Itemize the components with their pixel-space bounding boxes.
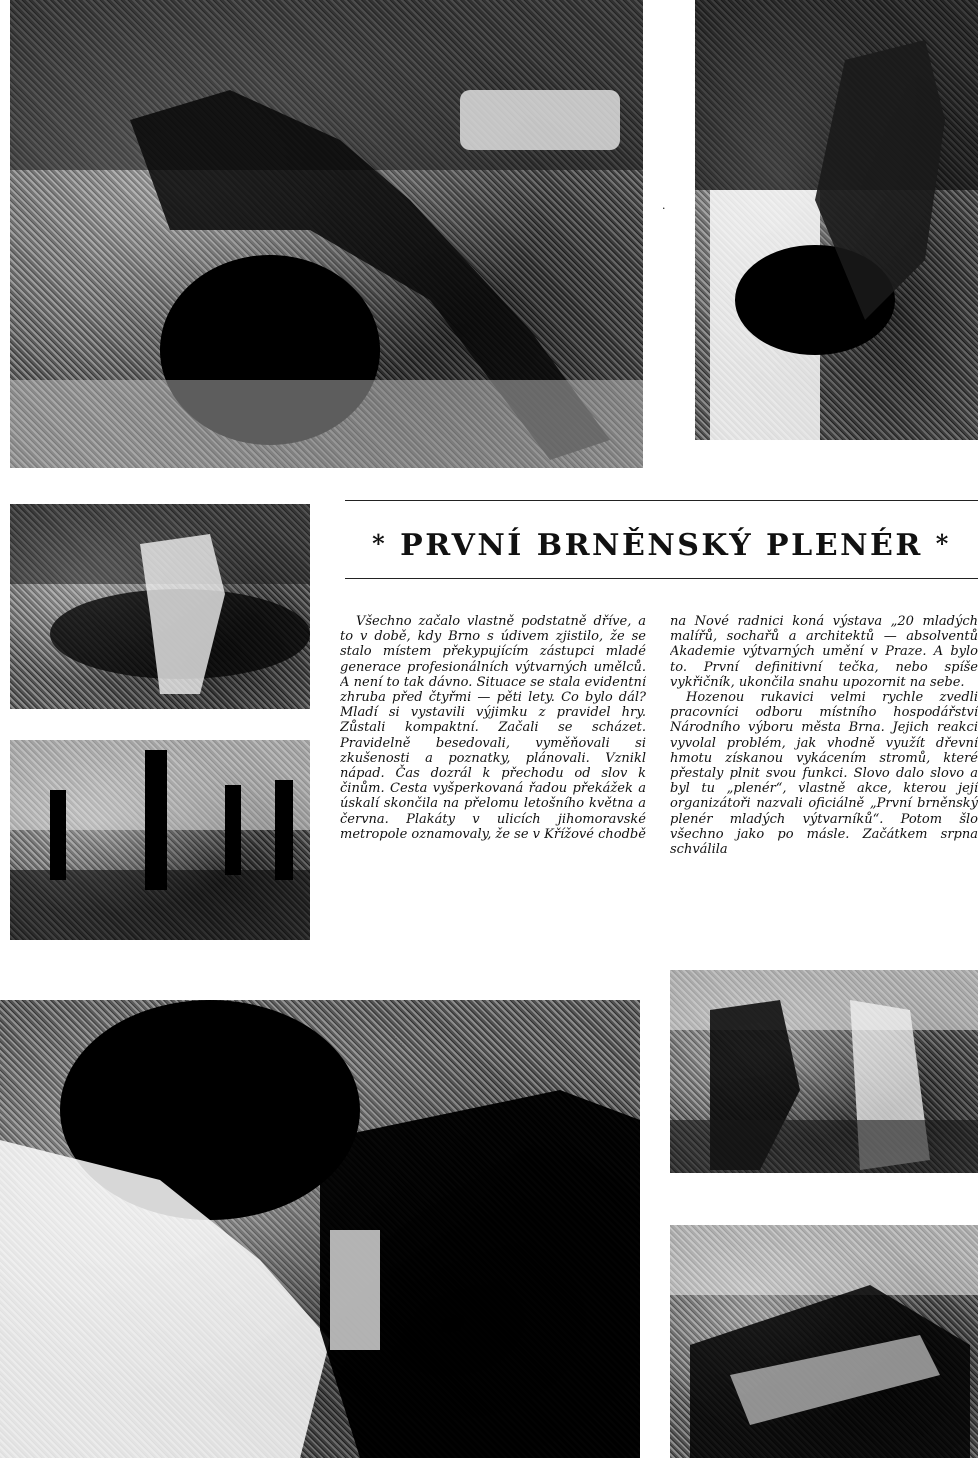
photo-men-rolling-log <box>10 0 643 468</box>
headline-rule-bottom <box>345 578 978 579</box>
star-ornament-icon: * <box>372 529 388 558</box>
photo-man-carving-wood <box>695 0 978 440</box>
article-column-2 <box>670 614 978 954</box>
photo-wood-sculpture-work <box>670 1225 978 1458</box>
article-paragraph: Hozenou rukavici velmi rychle zvedli pracovníci odboru místního hospodářství Národního výboru města Brna. Jejich reakci vyvolal problém, jak vhodně využít dřevní hmotu získanou vykácením stromů, které přestaly plnit svou funkci. Slovo dalo slovo a byl tu „plenér“, vlastně akce, kterou její organizátoři nazvali oficiálně „První brněnský plenér mladých výtvarníků“. Potom šlo všechno jako po másle. Začátkem srpna schválila <box>670 690 978 858</box>
photo-carving-workshop-icon <box>670 970 978 1173</box>
print-speck: · <box>662 202 666 215</box>
article-paragraph: Všechno začalo vlastně podstatně dříve, a to v době, kdy Brno s údivem zjistilo, že se stalo místem překypujícím zástupci mladé generace profesionálních výtvarných umělců. A není to tak dávno. Situace se stala evidentní zhruba před čtyřmi — pěti lety. Co bylo dál? Mladí si vystavili výjimku z pravidel hry. Zůstali kompaktní. Začali se scházet. Pravidelně besedovali, vyměňovali si zkušenosti a poznatky, plánovali. Vznikl nápad. Čas dozrál k přechodu od slov k činům. Cesta vyšperkovaná řadou překážek a úskalí skončila na přelomu letošního května a června. Plakáty v ulicích jihomoravské metropole oznamovaly, že se v Křížové chodbě <box>340 614 646 842</box>
photo-sculptor-at-log-icon <box>10 504 310 709</box>
article-title: PRVNÍ BRNĚNSKÝ PLENÉR <box>400 528 923 563</box>
article-paragraph: na Nové radnici koná výstava „20 mladých malířů, sochařů a architektů — absolventů Akademie výtvarných umění v Praze. A bylo to. První definitivní tečka, nebo spíše vykřičník, ukončila snahu upozornit na sebe. <box>670 614 978 690</box>
photo-carving-workshop <box>670 970 978 1173</box>
photo-man-carving-wood-icon <box>695 0 978 440</box>
photo-group-outdoors <box>10 740 310 940</box>
photo-young-carver-closeup-icon <box>0 1000 640 1458</box>
star-ornament-icon: * <box>935 529 951 558</box>
article-headline <box>345 520 978 568</box>
headline-rule-top <box>345 500 978 501</box>
photo-men-rolling-log-icon <box>10 0 643 468</box>
photo-group-outdoors-icon <box>10 740 310 940</box>
photo-sculptor-at-log <box>10 504 310 709</box>
article-column-1 <box>340 614 646 954</box>
photo-young-carver-closeup <box>0 1000 640 1458</box>
photo-wood-sculpture-work-icon <box>670 1225 978 1458</box>
